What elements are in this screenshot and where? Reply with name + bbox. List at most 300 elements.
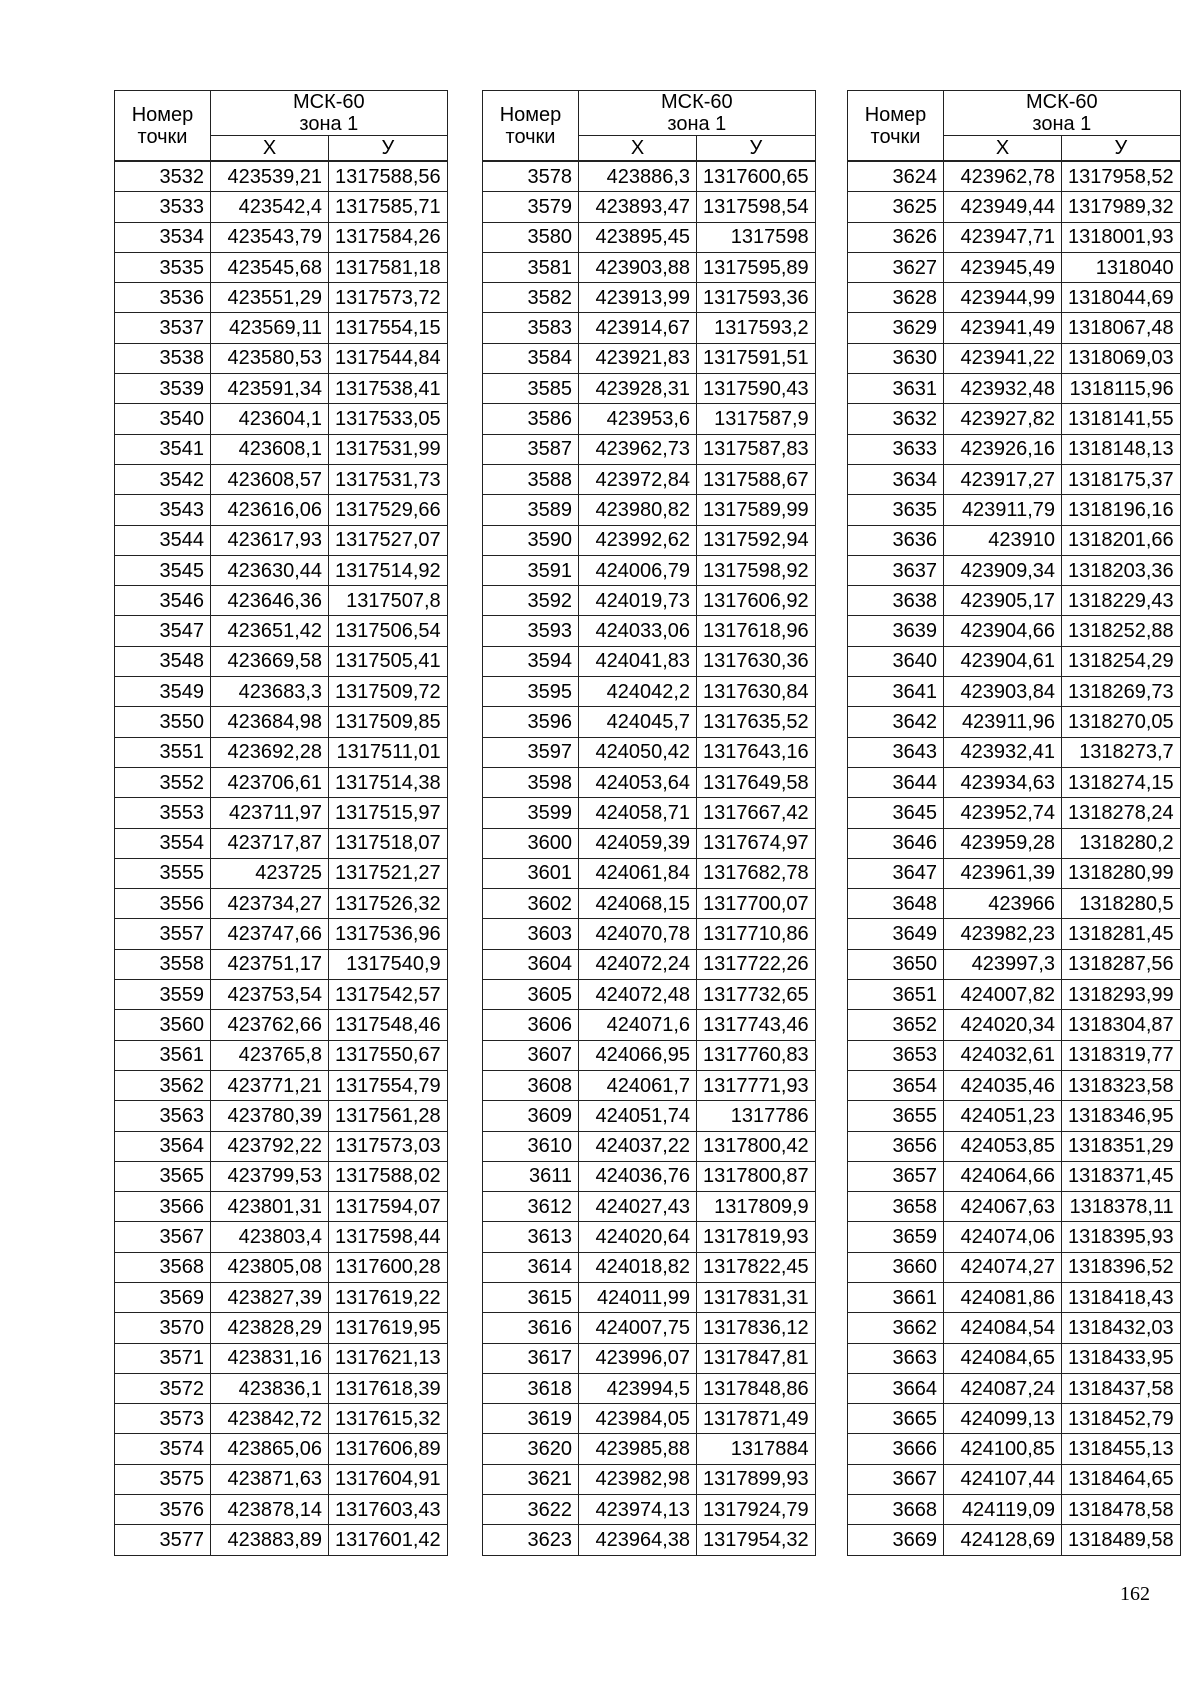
table-row <box>115 434 448 464</box>
table-row <box>483 1070 816 1100</box>
y-coordinate-cell: 1318346,95 <box>1062 1101 1181 1131</box>
y-coordinate-cell: 1317700,07 <box>697 889 816 919</box>
point-number-cell: 3652 <box>848 1010 944 1040</box>
y-coordinate-cell: 1318281,45 <box>1062 919 1181 949</box>
y-coordinate-cell: 1318478,58 <box>1062 1495 1181 1525</box>
y-coordinate-cell: 1317598,92 <box>697 555 816 585</box>
point-number-cell: 3661 <box>848 1282 944 1312</box>
x-coordinate-cell: 424053,85 <box>944 1131 1062 1161</box>
point-number-cell: 3583 <box>483 313 579 343</box>
table-row <box>115 1010 448 1040</box>
point-number-cell: 3549 <box>115 677 211 707</box>
y-coordinate-cell: 1317743,46 <box>697 1010 816 1040</box>
y-coordinate-cell: 1317600,65 <box>697 161 816 192</box>
y-coordinate-cell: 1317527,07 <box>329 525 448 555</box>
header-y: У <box>697 136 816 162</box>
y-coordinate-cell: 1317538,41 <box>329 374 448 404</box>
table-row <box>848 1313 1181 1343</box>
table-row <box>115 1252 448 1282</box>
point-number-cell: 3545 <box>115 555 211 585</box>
y-coordinate-cell: 1317598,54 <box>697 192 816 222</box>
y-coordinate-cell: 1317540,9 <box>329 949 448 979</box>
table-row <box>483 586 816 616</box>
point-number-cell: 3587 <box>483 434 579 464</box>
point-number-cell: 3559 <box>115 980 211 1010</box>
y-coordinate-cell: 1318175,37 <box>1062 464 1181 494</box>
point-number-cell: 3645 <box>848 798 944 828</box>
table-row <box>483 919 816 949</box>
table-row <box>483 798 816 828</box>
point-number-cell: 3668 <box>848 1495 944 1525</box>
y-coordinate-cell: 1317544,84 <box>329 343 448 373</box>
y-coordinate-cell: 1317618,39 <box>329 1373 448 1403</box>
x-coordinate-cell: 424066,95 <box>579 1040 697 1070</box>
point-number-cell: 3611 <box>483 1161 579 1191</box>
y-coordinate-cell: 1317621,13 <box>329 1343 448 1373</box>
y-coordinate-cell: 1317800,42 <box>697 1131 816 1161</box>
table-row <box>115 1495 448 1525</box>
x-coordinate-cell: 424051,74 <box>579 1101 697 1131</box>
y-coordinate-cell: 1317924,79 <box>697 1495 816 1525</box>
point-number-cell: 3655 <box>848 1101 944 1131</box>
point-number-cell: 3669 <box>848 1525 944 1555</box>
point-number-cell: 3609 <box>483 1101 579 1131</box>
x-coordinate-cell: 423669,58 <box>211 646 329 676</box>
header-zone: зона 1 <box>1032 113 1092 135</box>
point-number-cell: 3659 <box>848 1222 944 1252</box>
table-row <box>848 767 1181 797</box>
point-number-cell: 3651 <box>848 980 944 1010</box>
table-row <box>115 222 448 252</box>
x-coordinate-cell: 423865,06 <box>211 1434 329 1464</box>
y-coordinate-cell: 1317521,27 <box>329 858 448 888</box>
x-coordinate-cell: 423886,3 <box>579 161 697 192</box>
y-coordinate-cell: 1318455,13 <box>1062 1434 1181 1464</box>
table-row <box>483 828 816 858</box>
table-row <box>848 980 1181 1010</box>
y-coordinate-cell: 1317603,43 <box>329 1495 448 1525</box>
y-coordinate-cell: 1318001,93 <box>1062 222 1181 252</box>
y-coordinate-cell: 1317667,42 <box>697 798 816 828</box>
point-number-cell: 3555 <box>115 858 211 888</box>
point-number-cell: 3586 <box>483 404 579 434</box>
table-row <box>483 464 816 494</box>
x-coordinate-cell: 423947,71 <box>944 222 1062 252</box>
point-number-cell: 3543 <box>115 495 211 525</box>
x-coordinate-cell: 423780,39 <box>211 1101 329 1131</box>
y-coordinate-cell: 1317515,97 <box>329 798 448 828</box>
point-number-cell: 3632 <box>848 404 944 434</box>
table-row <box>848 1373 1181 1403</box>
table-row <box>115 555 448 585</box>
y-coordinate-cell: 1318433,95 <box>1062 1343 1181 1373</box>
y-coordinate-cell: 1318280,99 <box>1062 858 1181 888</box>
y-coordinate-cell: 1317732,65 <box>697 980 816 1010</box>
point-number-cell: 3615 <box>483 1282 579 1312</box>
point-number-cell: 3535 <box>115 252 211 282</box>
point-number-cell: 3537 <box>115 313 211 343</box>
x-coordinate-cell: 423972,84 <box>579 464 697 494</box>
y-coordinate-cell: 1317674,97 <box>697 828 816 858</box>
y-coordinate-cell: 1318293,99 <box>1062 980 1181 1010</box>
x-coordinate-cell: 423997,3 <box>944 949 1062 979</box>
coordinates-table-3 <box>847 90 1181 1556</box>
x-coordinate-cell: 423992,62 <box>579 525 697 555</box>
x-coordinate-cell: 424119,09 <box>944 1495 1062 1525</box>
point-number-cell: 3640 <box>848 646 944 676</box>
point-number-cell: 3626 <box>848 222 944 252</box>
table-row <box>848 1434 1181 1464</box>
x-coordinate-cell: 424051,23 <box>944 1101 1062 1131</box>
point-number-cell: 3581 <box>483 252 579 282</box>
table-row <box>483 616 816 646</box>
point-number-cell: 3568 <box>115 1252 211 1282</box>
table-row <box>115 1313 448 1343</box>
x-coordinate-cell: 424042,2 <box>579 677 697 707</box>
table-row <box>848 889 1181 919</box>
table-row <box>115 919 448 949</box>
table-row <box>848 586 1181 616</box>
point-number-cell: 3533 <box>115 192 211 222</box>
point-number-cell: 3667 <box>848 1464 944 1494</box>
table-row <box>483 161 816 192</box>
y-coordinate-cell: 1317526,32 <box>329 889 448 919</box>
table-row <box>848 1131 1181 1161</box>
x-coordinate-cell: 424084,65 <box>944 1343 1062 1373</box>
x-coordinate-cell: 423580,53 <box>211 343 329 373</box>
y-coordinate-cell: 1317588,56 <box>329 161 448 192</box>
point-number-cell: 3589 <box>483 495 579 525</box>
point-number-cell: 3578 <box>483 161 579 192</box>
table-row <box>115 767 448 797</box>
point-number-cell: 3541 <box>115 434 211 464</box>
y-coordinate-cell: 1318044,69 <box>1062 283 1181 313</box>
point-number-cell: 3579 <box>483 192 579 222</box>
x-coordinate-cell: 424061,7 <box>579 1070 697 1100</box>
table-row <box>483 1434 816 1464</box>
point-number-cell: 3653 <box>848 1040 944 1070</box>
table-row <box>483 980 816 1010</box>
x-coordinate-cell: 423911,96 <box>944 707 1062 737</box>
table-row <box>848 525 1181 555</box>
table-row <box>848 343 1181 373</box>
point-number-cell: 3539 <box>115 374 211 404</box>
table-row <box>848 1222 1181 1252</box>
y-coordinate-cell: 1317619,22 <box>329 1282 448 1312</box>
y-coordinate-cell: 1317606,89 <box>329 1434 448 1464</box>
y-coordinate-cell: 1317809,9 <box>697 1192 816 1222</box>
table-row <box>483 767 816 797</box>
point-number-cell: 3552 <box>115 767 211 797</box>
x-coordinate-cell: 423651,42 <box>211 616 329 646</box>
table-row <box>848 707 1181 737</box>
point-number-cell: 3534 <box>115 222 211 252</box>
point-number-cell: 3563 <box>115 1101 211 1131</box>
x-coordinate-cell: 424033,06 <box>579 616 697 646</box>
point-number-cell: 3606 <box>483 1010 579 1040</box>
x-coordinate-cell: 423934,63 <box>944 767 1062 797</box>
x-coordinate-cell: 423883,89 <box>211 1525 329 1555</box>
x-coordinate-cell: 423962,73 <box>579 434 697 464</box>
y-coordinate-cell: 1317847,81 <box>697 1343 816 1373</box>
table-row <box>483 1101 816 1131</box>
point-number-cell: 3641 <box>848 677 944 707</box>
y-coordinate-cell: 1317819,93 <box>697 1222 816 1252</box>
y-coordinate-cell: 1317954,32 <box>697 1525 816 1555</box>
point-number-cell: 3658 <box>848 1192 944 1222</box>
table-row <box>115 1161 448 1191</box>
point-number-cell: 3567 <box>115 1222 211 1252</box>
y-coordinate-cell: 1317593,36 <box>697 283 816 313</box>
table-row <box>848 161 1181 192</box>
point-number-cell: 3601 <box>483 858 579 888</box>
y-coordinate-cell: 1317884 <box>697 1434 816 1464</box>
point-number-cell: 3591 <box>483 555 579 585</box>
table-row <box>115 677 448 707</box>
table-row <box>483 1404 816 1434</box>
table-row <box>483 374 816 404</box>
table-row <box>115 404 448 434</box>
y-coordinate-cell: 1317509,85 <box>329 707 448 737</box>
y-coordinate-cell: 1317585,71 <box>329 192 448 222</box>
x-coordinate-cell: 423941,22 <box>944 343 1062 373</box>
table-row <box>848 313 1181 343</box>
point-number-cell: 3546 <box>115 586 211 616</box>
x-coordinate-cell: 423765,8 <box>211 1040 329 1070</box>
point-number-cell: 3619 <box>483 1404 579 1434</box>
y-coordinate-cell: 1318148,13 <box>1062 434 1181 464</box>
y-coordinate-cell: 1318196,16 <box>1062 495 1181 525</box>
y-coordinate-cell: 1317573,03 <box>329 1131 448 1161</box>
table-row <box>848 495 1181 525</box>
table-row <box>848 1525 1181 1555</box>
x-coordinate-cell: 423604,1 <box>211 404 329 434</box>
y-coordinate-cell: 1318452,79 <box>1062 1404 1181 1434</box>
table-row <box>483 1252 816 1282</box>
x-coordinate-cell: 423980,82 <box>579 495 697 525</box>
y-coordinate-cell: 1317593,2 <box>697 313 816 343</box>
y-coordinate-cell: 1317649,58 <box>697 767 816 797</box>
point-number-cell: 3599 <box>483 798 579 828</box>
point-number-cell: 3597 <box>483 737 579 767</box>
x-coordinate-cell: 423909,34 <box>944 555 1062 585</box>
x-coordinate-cell: 423944,99 <box>944 283 1062 313</box>
point-number-cell: 3538 <box>115 343 211 373</box>
point-number-cell: 3566 <box>115 1192 211 1222</box>
table-row <box>848 555 1181 585</box>
point-number-cell: 3607 <box>483 1040 579 1070</box>
x-coordinate-cell: 423539,21 <box>211 161 329 192</box>
x-coordinate-cell: 424072,24 <box>579 949 697 979</box>
point-number-cell: 3556 <box>115 889 211 919</box>
x-coordinate-cell: 423725 <box>211 858 329 888</box>
x-coordinate-cell: 423831,16 <box>211 1343 329 1373</box>
table-row <box>115 1464 448 1494</box>
x-coordinate-cell: 423801,31 <box>211 1192 329 1222</box>
table-row <box>483 1525 816 1555</box>
x-coordinate-cell: 423545,68 <box>211 252 329 282</box>
table-row <box>483 1282 816 1312</box>
point-number-cell: 3594 <box>483 646 579 676</box>
x-coordinate-cell: 423928,31 <box>579 374 697 404</box>
y-coordinate-cell: 1317548,46 <box>329 1010 448 1040</box>
x-coordinate-cell: 423836,1 <box>211 1373 329 1403</box>
y-coordinate-cell: 1317506,54 <box>329 616 448 646</box>
y-coordinate-cell: 1317514,92 <box>329 555 448 585</box>
x-coordinate-cell: 424067,63 <box>944 1192 1062 1222</box>
point-number-cell: 3602 <box>483 889 579 919</box>
y-coordinate-cell: 1317592,94 <box>697 525 816 555</box>
y-coordinate-cell: 1318278,24 <box>1062 798 1181 828</box>
point-number-cell: 3532 <box>115 161 211 192</box>
x-coordinate-cell: 423747,66 <box>211 919 329 949</box>
point-number-cell: 3631 <box>848 374 944 404</box>
x-coordinate-cell: 423994,5 <box>579 1373 697 1403</box>
table-row <box>483 1192 816 1222</box>
x-coordinate-cell: 424019,73 <box>579 586 697 616</box>
y-coordinate-cell: 1317505,41 <box>329 646 448 676</box>
point-number-cell: 3620 <box>483 1434 579 1464</box>
x-coordinate-cell: 423591,34 <box>211 374 329 404</box>
x-coordinate-cell: 424037,22 <box>579 1131 697 1161</box>
table-row <box>483 525 816 555</box>
table-row <box>115 949 448 979</box>
point-number-cell: 3629 <box>848 313 944 343</box>
point-number-cell: 3574 <box>115 1434 211 1464</box>
header-x: Х <box>211 136 329 162</box>
y-coordinate-cell: 1317601,42 <box>329 1525 448 1555</box>
y-coordinate-cell: 1318351,29 <box>1062 1131 1181 1161</box>
x-coordinate-cell: 423842,72 <box>211 1404 329 1434</box>
y-coordinate-cell: 1318319,77 <box>1062 1040 1181 1070</box>
table-row <box>115 313 448 343</box>
x-coordinate-cell: 423932,48 <box>944 374 1062 404</box>
point-number-cell: 3580 <box>483 222 579 252</box>
point-number-cell: 3542 <box>115 464 211 494</box>
y-coordinate-cell: 1317573,72 <box>329 283 448 313</box>
x-coordinate-cell: 424100,85 <box>944 1434 1062 1464</box>
point-number-cell: 3540 <box>115 404 211 434</box>
x-coordinate-cell: 423945,49 <box>944 252 1062 282</box>
table-row <box>848 464 1181 494</box>
y-coordinate-cell: 1318040 <box>1062 252 1181 282</box>
y-coordinate-cell: 1317710,86 <box>697 919 816 949</box>
table-row <box>848 222 1181 252</box>
point-number-cell: 3595 <box>483 677 579 707</box>
y-coordinate-cell: 1317989,32 <box>1062 192 1181 222</box>
x-coordinate-cell: 424107,44 <box>944 1464 1062 1494</box>
table-row <box>483 1161 816 1191</box>
x-coordinate-cell: 423910 <box>944 525 1062 555</box>
table-row <box>483 1313 816 1343</box>
point-number-cell: 3636 <box>848 525 944 555</box>
point-number-cell: 3608 <box>483 1070 579 1100</box>
point-number-cell: 3646 <box>848 828 944 858</box>
x-coordinate-cell: 424007,75 <box>579 1313 697 1343</box>
table-row <box>483 434 816 464</box>
table-row <box>483 949 816 979</box>
y-coordinate-cell: 1317550,67 <box>329 1040 448 1070</box>
table-row <box>483 252 816 282</box>
x-coordinate-cell: 423921,83 <box>579 343 697 373</box>
table-row <box>483 889 816 919</box>
x-coordinate-cell: 424011,99 <box>579 1282 697 1312</box>
header-y: У <box>329 136 448 162</box>
point-number-cell: 3649 <box>848 919 944 949</box>
table-row <box>848 1252 1181 1282</box>
y-coordinate-cell: 1317800,87 <box>697 1161 816 1191</box>
y-coordinate-cell: 1317600,28 <box>329 1252 448 1282</box>
table-row <box>115 980 448 1010</box>
point-number-cell: 3598 <box>483 767 579 797</box>
table-row <box>115 1070 448 1100</box>
x-coordinate-cell: 424032,61 <box>944 1040 1062 1070</box>
x-coordinate-cell: 424128,69 <box>944 1525 1062 1555</box>
point-number-cell: 3584 <box>483 343 579 373</box>
table-row <box>483 1464 816 1494</box>
y-coordinate-cell: 1318280,2 <box>1062 828 1181 858</box>
table-row <box>115 1101 448 1131</box>
x-coordinate-cell: 423982,23 <box>944 919 1062 949</box>
table-row <box>115 798 448 828</box>
x-coordinate-cell: 424035,46 <box>944 1070 1062 1100</box>
table-row <box>848 374 1181 404</box>
x-coordinate-cell: 423753,54 <box>211 980 329 1010</box>
y-coordinate-cell: 1317643,16 <box>697 737 816 767</box>
point-number-cell: 3625 <box>848 192 944 222</box>
x-coordinate-cell: 423646,36 <box>211 586 329 616</box>
table-row <box>848 1070 1181 1100</box>
y-coordinate-cell: 1317588,02 <box>329 1161 448 1191</box>
table-row <box>483 1495 816 1525</box>
header-zone: зона 1 <box>299 113 359 135</box>
x-coordinate-cell: 423827,39 <box>211 1282 329 1312</box>
y-coordinate-cell: 1317598 <box>697 222 816 252</box>
y-coordinate-cell: 1317786 <box>697 1101 816 1131</box>
x-coordinate-cell: 424020,34 <box>944 1010 1062 1040</box>
header-coordinate-system <box>579 91 816 136</box>
point-number-cell: 3554 <box>115 828 211 858</box>
header-system: МСК-60 <box>1026 91 1098 113</box>
table-row <box>483 707 816 737</box>
y-coordinate-cell: 1317536,96 <box>329 919 448 949</box>
x-coordinate-cell: 423543,79 <box>211 222 329 252</box>
point-number-cell: 3544 <box>115 525 211 555</box>
point-number-cell: 3604 <box>483 949 579 979</box>
x-coordinate-cell: 424036,76 <box>579 1161 697 1191</box>
x-coordinate-cell: 423982,98 <box>579 1464 697 1494</box>
point-number-cell: 3576 <box>115 1495 211 1525</box>
y-coordinate-cell: 1318396,52 <box>1062 1252 1181 1282</box>
table-row <box>115 252 448 282</box>
x-coordinate-cell: 424081,86 <box>944 1282 1062 1312</box>
y-coordinate-cell: 1318274,15 <box>1062 767 1181 797</box>
point-number-cell: 3642 <box>848 707 944 737</box>
x-coordinate-cell: 423871,63 <box>211 1464 329 1494</box>
point-number-cell: 3654 <box>848 1070 944 1100</box>
point-number-cell: 3617 <box>483 1343 579 1373</box>
y-coordinate-cell: 1317630,36 <box>697 646 816 676</box>
table-row <box>483 646 816 676</box>
point-number-cell: 3548 <box>115 646 211 676</box>
y-coordinate-cell: 1318395,93 <box>1062 1222 1181 1252</box>
point-number-cell: 3569 <box>115 1282 211 1312</box>
table-row <box>848 1040 1181 1070</box>
table-row <box>115 1222 448 1252</box>
y-coordinate-cell: 1317554,15 <box>329 313 448 343</box>
x-coordinate-cell: 423893,47 <box>579 192 697 222</box>
table-row <box>115 374 448 404</box>
